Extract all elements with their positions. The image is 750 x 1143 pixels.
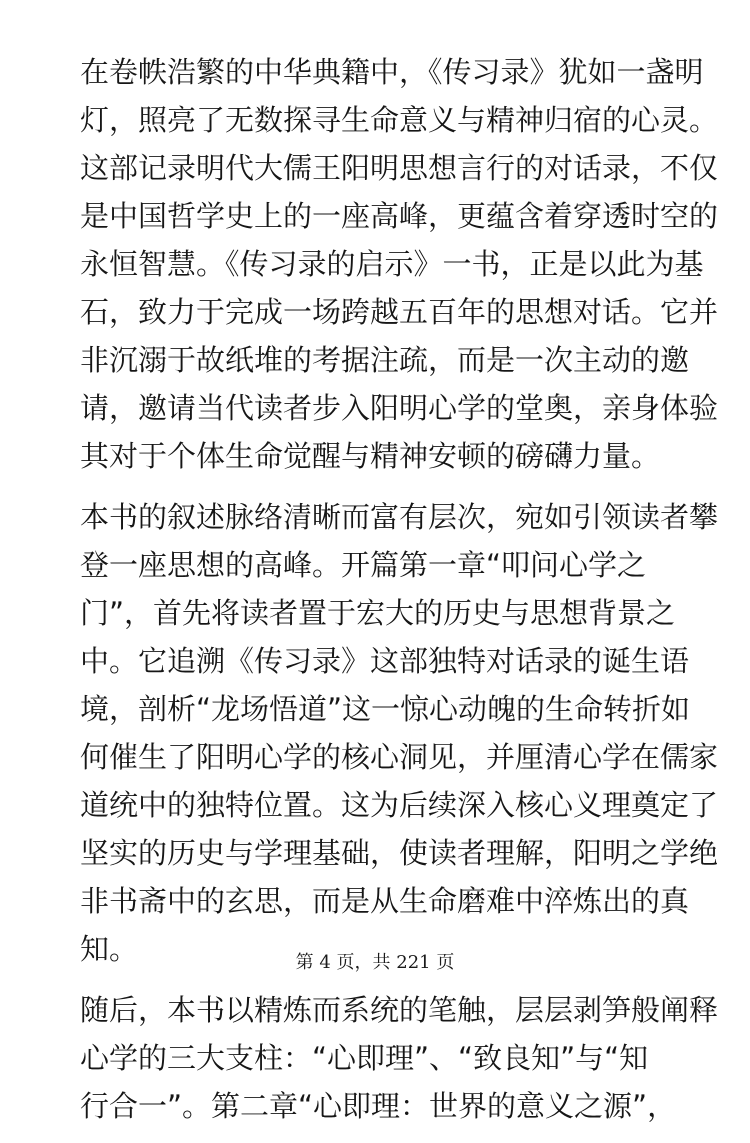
text-line: 坚实的历史与学理基础，使读者理解，阳明之学绝 [80,836,719,870]
text-line: 请，邀请当代读者步入阳明心学的堂奥，亲身体验 [80,391,719,425]
text-line: 登一座思想的高峰。开篇第一章“叩问心学之 [80,548,647,582]
paragraph-2 [80,493,719,973]
text-line: 永恒智慧。《传习录的启示》一书，正是以此为基 [80,247,704,281]
text-line: 道统中的独特位置。这为后续深入核心义理奠定了 [80,788,719,822]
text-line: 灯，照亮了无数探寻生命意义与精神归宿的心灵。 [80,103,719,137]
paragraph-1 [80,48,719,480]
text-line: 这部记录明代大儒王阳明思想言行的对话录，不仅 [80,151,719,185]
text-line: 知。 [80,932,139,966]
text-line: 其对于个体生命觉醒与精神安顿的磅礴力量。 [80,439,661,473]
text-line: 石，致力于完成一场跨越五百年的思想对话。它并 [80,295,719,329]
text-line: 本书的叙述脉络清晰而富有层次，宛如引领读者攀 [80,500,719,534]
paragraph-3 [80,986,719,1130]
text-line: 在卷帙浩繁的中华典籍中，《传习录》犹如一盏明 [80,55,704,89]
text-line: 非沉溺于故纸堆的考据注疏，而是一次主动的邀 [80,343,690,377]
text-line: 门”，首先将读者置于宏大的历史与思想背景之 [80,596,676,630]
text-line: 心学的三大支柱：“心即理”、“致良知”与“知 [80,1041,649,1075]
text-line: 中。它追溯《传习录》这部独特对话录的诞生语 [80,644,690,678]
text-line: 何催生了阳明心学的核心洞见，并厘清心学在儒家 [80,740,719,774]
text-line: 随后，本书以精炼而系统的笔触，层层剥笋般阐释 [80,993,719,1027]
text-line: 行合一”。第二章“心即理：世界的意义之源”， [80,1089,677,1123]
text-line: 境，剖析“龙场悟道”这一惊心动魄的生命转折如 [80,692,691,726]
body-text [80,48,719,1143]
text-line: 是中国哲学史上的一座高峰，更蕴含着穿透时空的 [80,199,719,233]
page-number-footer: 第 4 页，共 221 页 [295,952,455,973]
text-line: 非书斋中的玄思，而是从生命磨难中淬炼出的真 [80,884,690,918]
